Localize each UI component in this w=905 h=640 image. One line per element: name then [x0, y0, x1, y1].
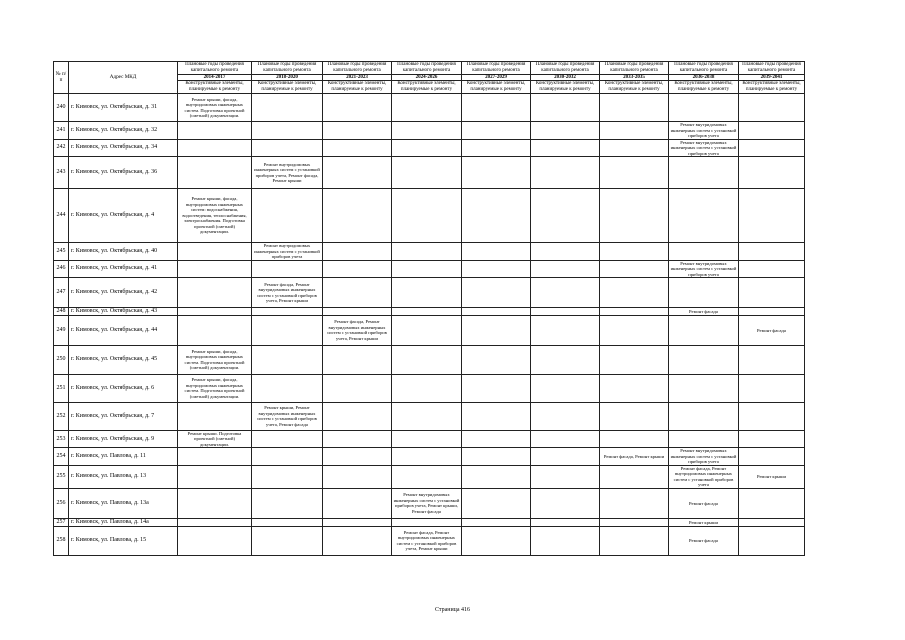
- repair-cell: [531, 260, 600, 278]
- table-row: [54, 526, 805, 555]
- repair-cell: [600, 189, 669, 243]
- row-address: г. Кимовск, ул. Октябрьская, д. 6: [69, 374, 178, 402]
- row-number: 253: [54, 430, 69, 448]
- row-number: 256: [54, 488, 69, 518]
- row-number: 240: [54, 94, 69, 122]
- repair-cell: Ремонт фасада: [739, 315, 805, 345]
- repair-cell: [600, 518, 669, 526]
- repair-cell: [531, 157, 600, 189]
- repair-cell: [531, 278, 600, 308]
- repair-cell: [392, 345, 462, 374]
- repair-cell: [669, 278, 739, 308]
- repair-cell: Ремонт внутридомовых инженерных систем с установкой приборов учета: [669, 260, 739, 278]
- repair-cell: [392, 243, 462, 261]
- repair-cell: [178, 243, 252, 261]
- repair-cell: [178, 308, 252, 316]
- row-number: 248: [54, 308, 69, 316]
- repair-cell: [739, 122, 805, 140]
- page-number: Страница 416: [434, 607, 471, 613]
- repair-cell: Ремонт крыши, фасада, внутридомовых инженерных систем. Подготовка проектной (сметной) документации.: [178, 94, 252, 122]
- row-number: 258: [54, 526, 69, 555]
- repair-cell: [178, 518, 252, 526]
- repair-cell: [462, 260, 531, 278]
- repair-cell: [392, 448, 462, 466]
- repair-cell: [252, 374, 323, 402]
- repair-cell: [531, 526, 600, 555]
- repair-cell: [739, 448, 805, 466]
- repair-cell: [323, 243, 392, 261]
- row-address: г. Кимовск, ул. Октябрьская, д. 34: [69, 139, 178, 157]
- num-header: № п/п: [54, 62, 69, 94]
- repair-cell: [669, 374, 739, 402]
- repair-cell: [392, 278, 462, 308]
- row-number: 257: [54, 518, 69, 526]
- repair-cell: Ремонт крыши, Ремонт внутридомовых инженерных систем с установкой приборов учета, Ремонт фасада: [252, 402, 323, 430]
- table-row: [54, 260, 805, 278]
- repair-cell: [531, 402, 600, 430]
- repair-cell: [739, 94, 805, 122]
- repair-cell: Ремонт внутридомовых инженерных систем с установкой приборов учета, Ремонт фасада, Ремонт крыши: [252, 157, 323, 189]
- row-address: г. Кимовск, ул. Октябрьская, д. 40: [69, 243, 178, 261]
- table-row: [54, 243, 805, 261]
- repair-cell: Ремонт крыши, фасада, внутридомовых инженерных систем. Подготовка проектной (сметной) документации.: [178, 374, 252, 402]
- repair-cell: [323, 465, 392, 488]
- repair-cell: [600, 308, 669, 316]
- repair-cell: [462, 94, 531, 122]
- row-number: 245: [54, 243, 69, 261]
- repair-cell: [323, 278, 392, 308]
- row-address: г. Кимовск, ул. Павлова, д. 13: [69, 465, 178, 488]
- repair-cell: [252, 430, 323, 448]
- repair-cell: Ремонт внутридомовых инженерных систем с установкой приборов учета: [669, 122, 739, 140]
- repair-cell: [462, 345, 531, 374]
- repair-cell: [462, 308, 531, 316]
- table-row: [54, 465, 805, 488]
- repair-cell: [531, 465, 600, 488]
- repair-cell: [323, 402, 392, 430]
- repair-cell: [323, 526, 392, 555]
- capital-repair-table: [53, 61, 805, 556]
- repair-cell: [600, 345, 669, 374]
- row-number: 251: [54, 374, 69, 402]
- repair-cell: Ремонт фасада, Ремонт внутридомовых инженерных систем с установкой приборов учета, Ремонт крыши: [252, 278, 323, 308]
- repair-cell: [531, 243, 600, 261]
- repair-cell: [462, 402, 531, 430]
- repair-cell: [252, 189, 323, 243]
- repair-cell: Ремонт внутридомовых инженерных систем с установкой приборов учета, Ремонт крыши, Ремонт фасада: [392, 488, 462, 518]
- repair-cell: [392, 308, 462, 316]
- table-row: [54, 122, 805, 140]
- repair-cell: [739, 430, 805, 448]
- period-header: Плановые годы проведения капитального ремонта 2039-2041 Конструктивные элементы, планируемые к ремонту: [739, 62, 805, 94]
- row-address: г. Кимовск, ул. Павлова, д. 13а: [69, 488, 178, 518]
- repair-cell: [669, 157, 739, 189]
- row-address: г. Кимовск, ул. Павлова, д. 14а: [69, 518, 178, 526]
- row-number: 246: [54, 260, 69, 278]
- repair-cell: [462, 189, 531, 243]
- period-header: Плановые годы проведения капитального ремонта 2024-2026 Конструктивные элементы, планируемые к ремонту: [392, 62, 462, 94]
- repair-cell: [392, 374, 462, 402]
- repair-cell: [392, 94, 462, 122]
- repair-cell: [531, 448, 600, 466]
- repair-cell: [531, 488, 600, 518]
- period-header: Плановые годы проведения капитального ремонта 2027-2029 Конструктивные элементы, планируемые к ремонту: [462, 62, 531, 94]
- repair-cell: [462, 374, 531, 402]
- repair-cell: [531, 308, 600, 316]
- row-address: г. Кимовск, ул. Октябрьская, д. 7: [69, 402, 178, 430]
- repair-cell: [600, 122, 669, 140]
- table-row: [54, 345, 805, 374]
- repair-cell: Ремонт внутридомовых инженерных систем с установкой приборов учета: [669, 139, 739, 157]
- repair-cell: [739, 157, 805, 189]
- repair-cell: [669, 345, 739, 374]
- row-number: 241: [54, 122, 69, 140]
- repair-cell: [669, 243, 739, 261]
- table-row: [54, 308, 805, 316]
- address-header: Адрес МКД: [69, 62, 178, 94]
- table-row: [54, 488, 805, 518]
- row-number: 250: [54, 345, 69, 374]
- repair-cell: Ремонт крыши: [669, 518, 739, 526]
- repair-cell: [739, 189, 805, 243]
- repair-cell: Ремонт крыши, фасада, внутридомовых инженерных систем. Подготовка проектной (сметной) документации.: [178, 345, 252, 374]
- repair-cell: [178, 278, 252, 308]
- repair-cell: [252, 345, 323, 374]
- repair-cell: [178, 315, 252, 345]
- repair-cell: [531, 374, 600, 402]
- repair-cell: [669, 94, 739, 122]
- repair-cell: [531, 94, 600, 122]
- repair-cell: [739, 488, 805, 518]
- repair-cell: [323, 260, 392, 278]
- repair-cell: [600, 94, 669, 122]
- row-address: г. Кимовск, ул. Октябрьская, д. 45: [69, 345, 178, 374]
- repair-cell: [739, 260, 805, 278]
- repair-cell: [252, 94, 323, 122]
- repair-cell: [669, 430, 739, 448]
- repair-cell: Ремонт фасада: [669, 488, 739, 518]
- repair-cell: [392, 189, 462, 243]
- row-number: 249: [54, 315, 69, 345]
- repair-cell: [392, 465, 462, 488]
- repair-cell: [392, 430, 462, 448]
- repair-cell: [462, 139, 531, 157]
- repair-cell: [323, 189, 392, 243]
- row-address: г. Кимовск, ул. Октябрьская, д. 42: [69, 278, 178, 308]
- repair-cell: [392, 518, 462, 526]
- table-body: [54, 94, 805, 556]
- repair-cell: [178, 402, 252, 430]
- repair-cell: Ремонт крыши. Подготовка проектной (сметной) документации.: [178, 430, 252, 448]
- repair-cell: Ремонт фасада: [669, 526, 739, 555]
- repair-cell: [531, 122, 600, 140]
- repair-cell: [462, 315, 531, 345]
- repair-cell: [739, 345, 805, 374]
- repair-cell: [600, 488, 669, 518]
- repair-cell: [531, 430, 600, 448]
- repair-cell: [462, 526, 531, 555]
- row-number: 255: [54, 465, 69, 488]
- table-row: [54, 448, 805, 466]
- repair-cell: [531, 139, 600, 157]
- repair-cell: [462, 488, 531, 518]
- repair-cell: [178, 526, 252, 555]
- repair-cell: [739, 308, 805, 316]
- repair-cell: [323, 488, 392, 518]
- repair-cell: [669, 189, 739, 243]
- row-address: г. Кимовск, ул. Октябрьская, д. 9: [69, 430, 178, 448]
- repair-cell: [600, 260, 669, 278]
- table-row: [54, 157, 805, 189]
- row-number: 247: [54, 278, 69, 308]
- repair-cell: Ремонт фасада: [669, 308, 739, 316]
- repair-cell: Ремонт крыши, фасада, внутридомовых инженерных систем: водоснабжения, водоотведения, теплоснабжения, электроснабжения. Подготовка проектной (сметной) документации.: [178, 189, 252, 243]
- repair-cell: [178, 122, 252, 140]
- table-row: [54, 518, 805, 526]
- repair-cell: [392, 157, 462, 189]
- row-address: г. Кимовск, ул. Павлова, д. 15: [69, 526, 178, 555]
- repair-cell: [392, 122, 462, 140]
- repair-cell: [600, 430, 669, 448]
- repair-cell: [531, 189, 600, 243]
- repair-cell: [252, 315, 323, 345]
- repair-cell: Ремонт фасада, Ремонт внутридомовых инженерных систем с установкой приборов учета, Ремонт крыши: [323, 315, 392, 345]
- repair-cell: [600, 374, 669, 402]
- repair-cell: Ремонт крыши: [739, 465, 805, 488]
- repair-cell: [323, 139, 392, 157]
- repair-cell: [252, 260, 323, 278]
- repair-cell: [178, 465, 252, 488]
- repair-cell: Ремонт внутридомовых инженерных систем с установкой приборов учета: [252, 243, 323, 261]
- repair-cell: [178, 157, 252, 189]
- repair-cell: [392, 139, 462, 157]
- table-row: [54, 139, 805, 157]
- repair-cell: [739, 243, 805, 261]
- repair-cell: [178, 139, 252, 157]
- row-address: г. Кимовск, ул. Октябрьская, д. 44: [69, 315, 178, 345]
- repair-cell: [462, 518, 531, 526]
- table-row: [54, 189, 805, 243]
- row-address: г. Кимовск, ул. Октябрьская, д. 32: [69, 122, 178, 140]
- repair-cell: [323, 374, 392, 402]
- repair-cell: [669, 315, 739, 345]
- table-row: [54, 315, 805, 345]
- table-row: [54, 430, 805, 448]
- repair-cell: [252, 518, 323, 526]
- repair-cell: [739, 374, 805, 402]
- period-header: Плановые годы проведения капитального ремонта 2030-2032 Конструктивные элементы, планируемые к ремонту: [531, 62, 600, 94]
- repair-cell: [323, 122, 392, 140]
- row-address: г. Кимовск, ул. Павлова, д. 11: [69, 448, 178, 466]
- repair-cell: [600, 157, 669, 189]
- repair-cell: [462, 157, 531, 189]
- repair-cell: [462, 448, 531, 466]
- repair-cell: [392, 315, 462, 345]
- table-row: [54, 374, 805, 402]
- repair-cell: [392, 402, 462, 430]
- repair-cell: [323, 518, 392, 526]
- repair-cell: [323, 345, 392, 374]
- period-header: Плановые годы проведения капитального ремонта 2014-2017 Конструктивные элементы, планируемые к ремонту: [178, 62, 252, 94]
- repair-cell: [178, 260, 252, 278]
- repair-cell: [323, 448, 392, 466]
- repair-cell: [600, 278, 669, 308]
- repair-cell: [600, 315, 669, 345]
- table-row: [54, 278, 805, 308]
- period-header: Плановые годы проведения капитального ремонта 2021-2023 Конструктивные элементы, планируемые к ремонту: [323, 62, 392, 94]
- repair-cell: [600, 243, 669, 261]
- row-number: 243: [54, 157, 69, 189]
- row-number: 242: [54, 139, 69, 157]
- repair-cell: [323, 157, 392, 189]
- row-address: г. Кимовск, ул. Октябрьская, д. 31: [69, 94, 178, 122]
- repair-cell: [178, 448, 252, 466]
- repair-cell: [739, 526, 805, 555]
- row-address: г. Кимовск, ул. Октябрьская, д. 41: [69, 260, 178, 278]
- repair-cell: [462, 430, 531, 448]
- repair-cell: [739, 278, 805, 308]
- repair-cell: [600, 402, 669, 430]
- repair-cell: Ремонт фасада, Ремонт внутридомовых инженерных систем с установкой приборов учета, Ремонт крыши: [392, 526, 462, 555]
- row-number: 244: [54, 189, 69, 243]
- repair-cell: [531, 315, 600, 345]
- repair-cell: [531, 518, 600, 526]
- repair-cell: [252, 448, 323, 466]
- repair-cell: [323, 430, 392, 448]
- table-row: [54, 402, 805, 430]
- row-number: 254: [54, 448, 69, 466]
- repair-cell: [600, 465, 669, 488]
- repair-cell: [600, 139, 669, 157]
- repair-cell: [462, 278, 531, 308]
- header-row: [54, 62, 805, 94]
- row-address: г. Кимовск, ул. Октябрьская, д. 36: [69, 157, 178, 189]
- repair-cell: [462, 465, 531, 488]
- repair-cell: [252, 122, 323, 140]
- repair-cell: [739, 139, 805, 157]
- repair-cell: [178, 488, 252, 518]
- repair-cell: [462, 122, 531, 140]
- repair-cell: [252, 308, 323, 316]
- row-number: 252: [54, 402, 69, 430]
- period-header: Плановые годы проведения капитального ремонта 2018-2020 Конструктивные элементы, планируемые к ремонту: [252, 62, 323, 94]
- row-address: г. Кимовск, ул. Октябрьская, д. 4: [69, 189, 178, 243]
- repair-cell: [252, 139, 323, 157]
- repair-cell: [600, 526, 669, 555]
- period-header: Плановые годы проведения капитального ремонта 2036-2038 Конструктивные элементы, планируемые к ремонту: [669, 62, 739, 94]
- repair-cell: [739, 402, 805, 430]
- row-address: г. Кимовск, ул. Октябрьская, д. 43: [69, 308, 178, 316]
- repair-cell: [252, 465, 323, 488]
- repair-cell: [252, 526, 323, 555]
- repair-cell: [252, 488, 323, 518]
- repair-cell: Ремонт фасада, Ремонт крыши: [600, 448, 669, 466]
- table-row: [54, 94, 805, 122]
- repair-cell: [462, 243, 531, 261]
- repair-cell: Ремонт фасада, Ремонт внутридомовых инженерных систем с установкой приборов учета: [669, 465, 739, 488]
- repair-cell: [392, 260, 462, 278]
- period-header: Плановые годы проведения капитального ремонта 2033-2035 Конструктивные элементы, планируемые к ремонту: [600, 62, 669, 94]
- repair-cell: [531, 345, 600, 374]
- repair-cell: [323, 94, 392, 122]
- repair-cell: Ремонт внутридомовых инженерных систем с установкой приборов учета: [669, 448, 739, 466]
- repair-cell: [323, 308, 392, 316]
- repair-cell: [739, 518, 805, 526]
- repair-cell: [669, 402, 739, 430]
